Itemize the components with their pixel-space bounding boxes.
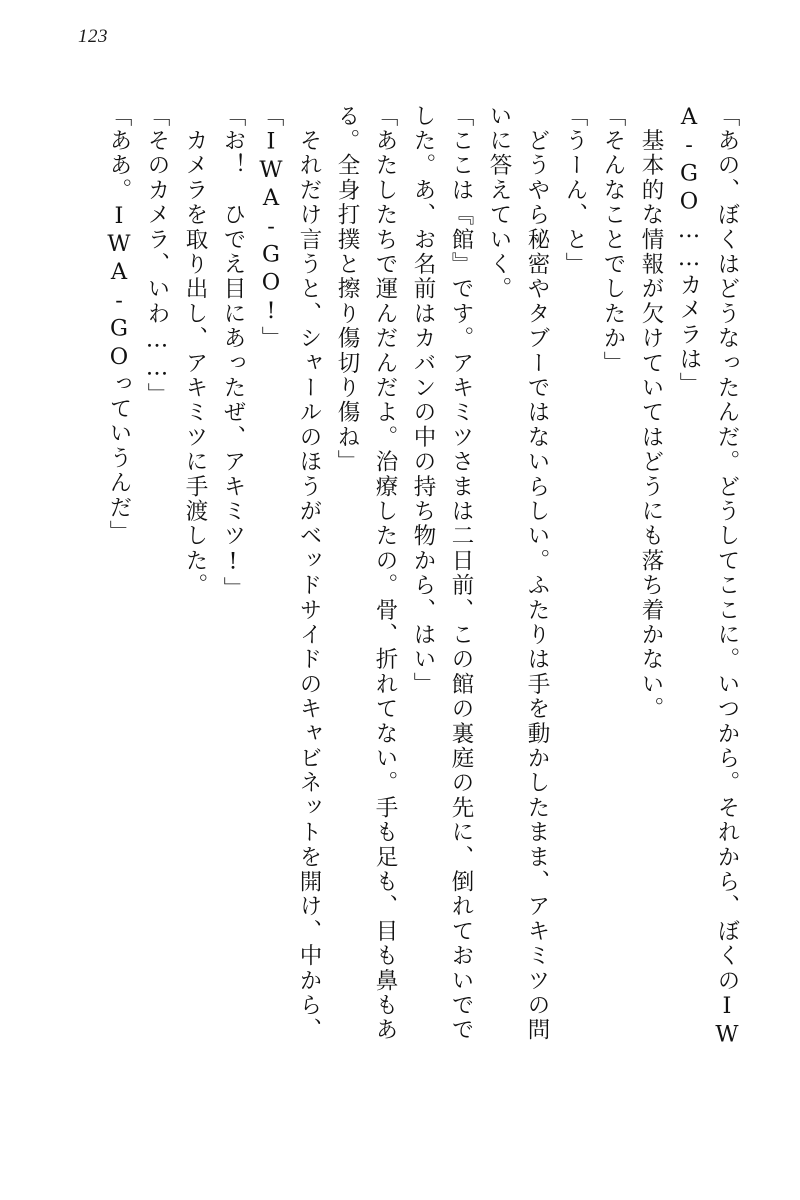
text-column: どうやら秘密やタブーではないらしい。ふたりは手を動かしたまま、アキミツの問 xyxy=(524,104,550,1043)
text-column: 「あの、ぼくはどうなったんだ。どうしてここに。いつから。それから、ぼくのIW xyxy=(714,104,740,1050)
text-column: 「そんなことでしたか」 xyxy=(600,104,626,376)
text-column: カメラを取り出し、アキミツに手渡した。 xyxy=(182,104,208,598)
text-column: る。全身打撲と擦り傷切り傷ね」 xyxy=(334,104,360,475)
text-column: 「IWA‐GO!」 xyxy=(258,104,284,351)
text-column: いに答えていく。 xyxy=(486,104,512,302)
text-column: A‐GO……カメラは」 xyxy=(676,104,702,397)
page-number: 123 xyxy=(78,26,108,47)
text-column: 「あたしたちで運んだんだよ。治療したの。骨、折れてない。手も足も、目も鼻もあ xyxy=(372,104,398,1043)
text-column: それだけ言うと、シャールのほうがベッドサイドのキャビネットを開け、中から、 xyxy=(296,104,322,1043)
text-column: 「お！ ひでえ目にあったぜ、アキミツ!」 xyxy=(220,104,246,602)
text-column: 「うーん、と」 xyxy=(562,104,588,277)
text-column: 「ああ。IWA‐GOっていうんだ」 xyxy=(106,104,132,545)
text-column: 「そのカメラ、いわ……」 xyxy=(144,104,170,408)
vertical-text-block xyxy=(48,104,738,1168)
text-column: した。あ、お名前はカバンの中の持ち物から、はい」 xyxy=(410,104,436,697)
text-column: 「ここは『館』です。アキミツさまは二日前、この館の裏庭の先に、倒れておいでで xyxy=(448,104,474,1043)
text-column: 基本的な情報が欠けていてはどうにも落ち着かない。 xyxy=(638,104,664,722)
